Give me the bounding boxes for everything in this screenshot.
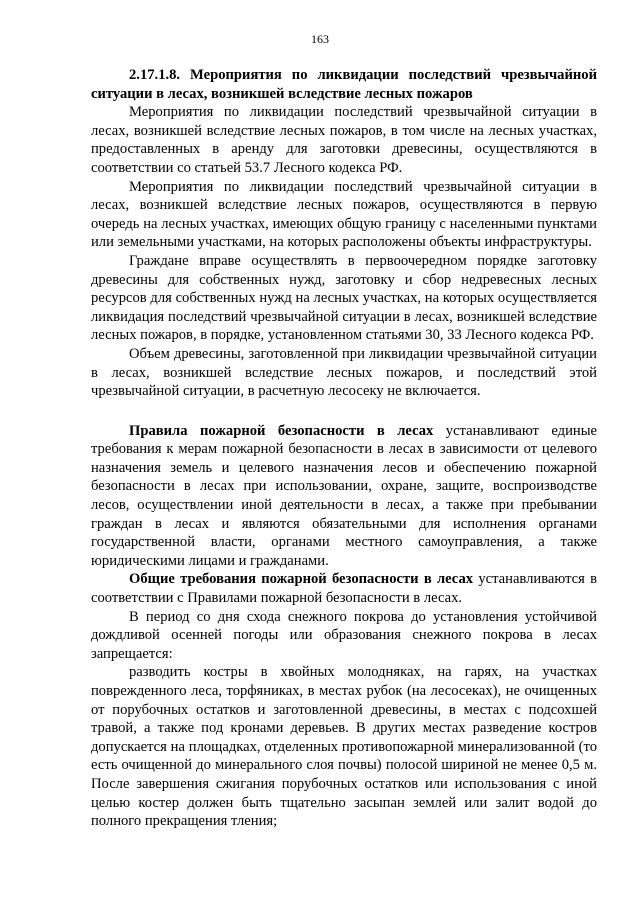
paragraph-gap (91, 401, 597, 422)
paragraph: Объем древесины, заготовленной при ликвидации чрезвычайной ситуации в лесах, возникшей вследствие лесных пожаров, и последствий этой чрезвычайной ситуации, в расчетную лесосеку не включается. (91, 345, 597, 400)
section-heading: 2.17.1.8. Мероприятия по ликвидации последствий чрезвычайной ситуации в лесах, возникшей вследствие лесных пожаров (91, 67, 597, 102)
general-text: устанавливаются в соответствии с Правилами пожарной безопасности в лесах. (91, 571, 597, 607)
rules-lead: Правила пожарной безопасности в лесах (129, 422, 434, 439)
rules-text: устанавливают единые требования к мерам пожарной безопасности в лесах в зависимости от целевого назначения земель и целевого назначения лесов и обеспечению пожарной безопасности в лесах при использовании, охране, защите, воспроизводстве лесов, осуществлении иной деятельности в лесах, а также при пребывании граждан в лесах и являются обязательными для исполнения органами государственной власти, органами местного самоуправления, а также юридическими лицами и гражданами. (91, 422, 597, 569)
page-number: 163 (311, 32, 329, 46)
rules-paragraph (91, 422, 597, 571)
general-lead: Общие требования пожарной безопасности в лесах (129, 571, 474, 588)
period-paragraph: В период со дня схода снежного покрова до установления устойчивой дождливой осенней погоды или образования снежного покрова в лесах запрещается: (91, 608, 597, 662)
general-requirements-paragraph (91, 570, 597, 607)
document-body (91, 66, 597, 831)
paragraph: Мероприятия по ликвидации последствий чрезвычайной ситуации в лесах, возникшей вследствие лесных пожаров, в том числе на лесных участках, предоставленных в аренду для заготовки древесины, осуществляются в соответствии со статьей 53.7 Лесного кодекса РФ. (91, 104, 597, 176)
prohibition-item: разводить костры в хвойных молодняках, на гарях, на участках поврежденного леса, торфяниках, в местах рубок (на лесосеках), не очищенных от порубочных остатков и заготовленной древесины, в местах с подсохшей травой, а также под кронами деревьев. В других местах разведение костров допускается на площадках, отделенных противопожарной минерализованной (то есть очищенной до минерального слоя почвы) полосой шириной не менее 0,5 м. После завершения сжигания порубочных остатков или использования с иной целью костер должен быть тщательно засыпан землей или залит водой до полного прекращения тления; (91, 664, 597, 830)
paragraph: Мероприятия по ликвидации последствий чрезвычайной ситуации в лесах, возникшей вследствие лесных пожаров, осуществляются в первую очередь на лесных участках, имеющих общую границу с населенными пунктами или земельными участками, на которых расположены объекты инфраструктуры. (91, 178, 597, 251)
paragraph: Граждане вправе осуществлять в первоочередном порядке заготовку древесины для собственных нужд, заготовку и сбор недревесных лесных ресурсов для собственных нужд на лесных участках, на которых осуществляется ликвидация последствий чрезвычайной ситуации в лесах, возникшей вследствие лесных пожаров, в порядке, установленном статьями 30, 33 Лесного кодекса РФ. (91, 252, 597, 344)
